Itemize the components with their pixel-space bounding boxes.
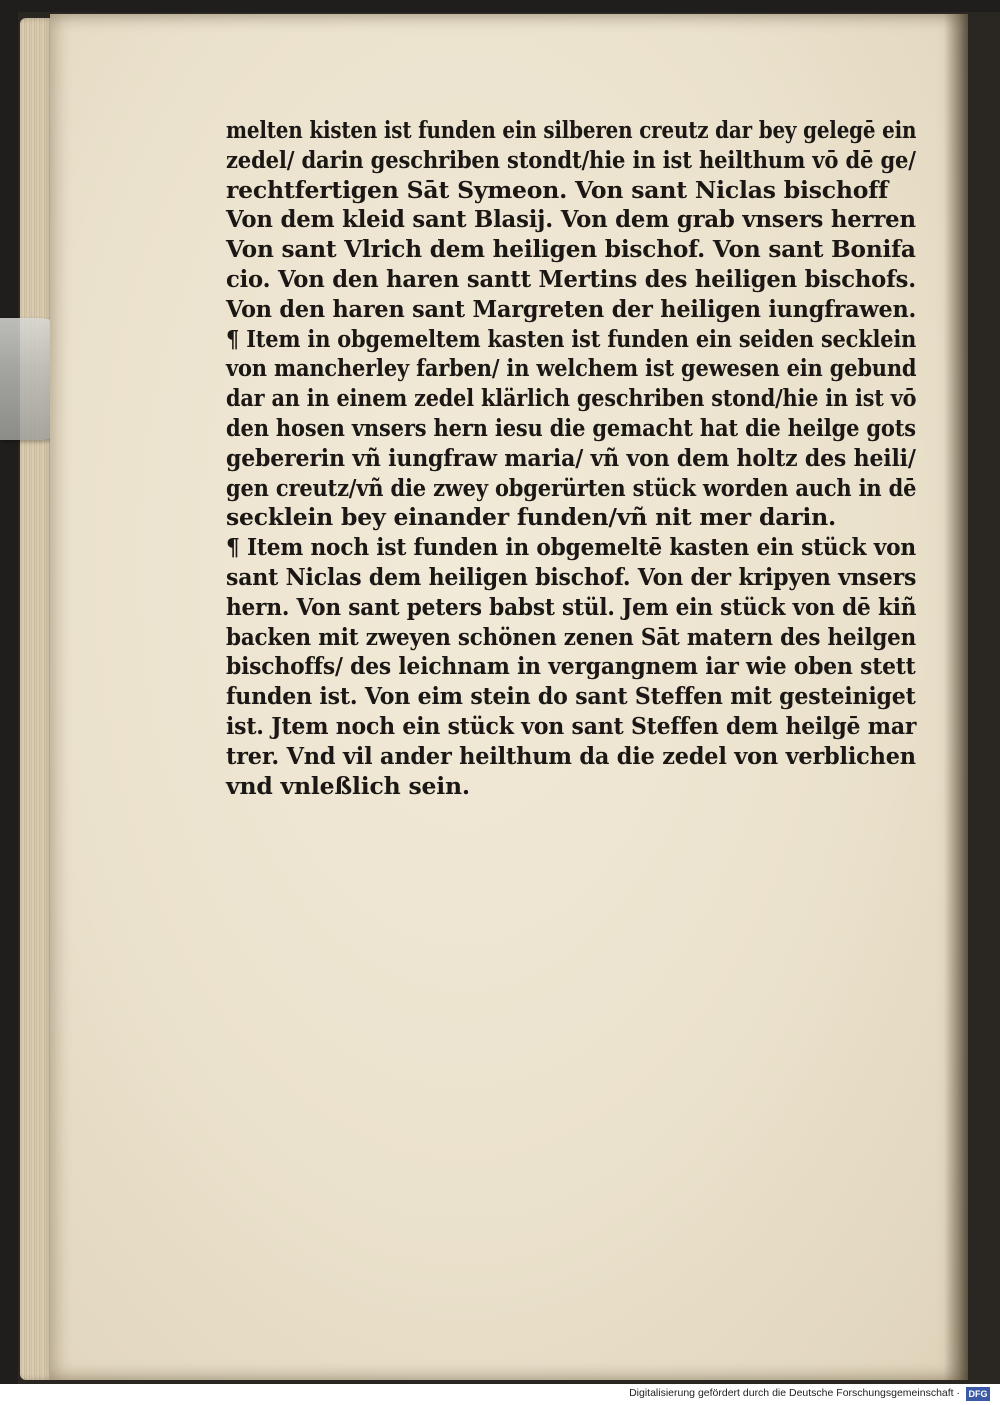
text-line: rechtfertigen Sāt Symeon. Von sant Niclas bischoff xyxy=(226,175,889,204)
text-line: dar an in einem zedel klärlich geschriben stond/hie in ist vō xyxy=(226,384,917,413)
text-line: ¶ Item noch ist funden in obgemeltē kasten ein stück von xyxy=(226,533,916,562)
text-line: Von dem kleid sant Blasij. Von dem grab vnsers herren xyxy=(226,205,916,234)
text-line: ist. Jtem noch ein stück von sant Steffen dem heilgē mar xyxy=(226,711,917,740)
text-line: backen mit zweyen schönen zenen Sāt matern des heilgen xyxy=(226,622,917,651)
dfg-logo: DFG xyxy=(966,1387,990,1401)
text-line: cio. Von den haren santt Mertins des heiligen bischofs. xyxy=(226,264,916,293)
text-line: von mancherley farben/ in welchem ist gewesen ein gebund xyxy=(226,354,917,383)
page-gutter xyxy=(944,14,968,1380)
show-through-text xyxy=(216,798,916,1164)
text-line: bischoffs/ des leichnam in vergangnem iar wie oben stett xyxy=(226,652,916,681)
page-edges xyxy=(20,18,54,1380)
text-line: Von den haren sant Margreten der heiligen iungfrawen. xyxy=(226,294,917,323)
text-line: secklein bey einander funden/vñ nit mer darin. xyxy=(226,503,837,532)
text-line: trer. Vnd vil ander heilthum da die zedel von verblichen xyxy=(226,741,916,770)
text-line: sant Niclas dem heiligen bischof. Von der kripyen vnsers xyxy=(226,562,917,591)
text-line: zedel/ darin geschriben stondt/hie in ist heilthum vō dē ge/ xyxy=(226,145,916,174)
text-line: melten kisten ist funden ein silberen creutz dar bey gelegē ein xyxy=(226,116,917,144)
text-line: gen creutz/vñ die zwey obgerürten stück worden auch in dē xyxy=(226,473,917,502)
text-line: den hosen vnsers hern iesu die gemacht hat die heilge gots xyxy=(226,413,916,442)
text-line: vnd vnleßlich sein. xyxy=(226,771,470,800)
text-line: Von sant Vlrich dem heiligen bischof. Von sant Bonifa xyxy=(226,235,916,264)
text-line: gebererin vñ iungfraw maria/ vñ von dem holtz des heili/ xyxy=(226,443,916,472)
text-line: hern. Von sant peters babst stül. Jem ein stück von dē kiñ xyxy=(226,592,917,621)
footer-credit: Digitalisierung gefördert durch die Deutsche Forschungsgemeinschaft · xyxy=(629,1387,960,1399)
text-line: funden ist. Von eim stein do sant Steffen mit gesteiniget xyxy=(226,682,916,711)
text-line: ¶ Item in obgemeltem kasten ist funden ein seiden secklein xyxy=(226,324,917,353)
footer-bar xyxy=(0,1384,1000,1405)
page-text xyxy=(226,116,916,801)
